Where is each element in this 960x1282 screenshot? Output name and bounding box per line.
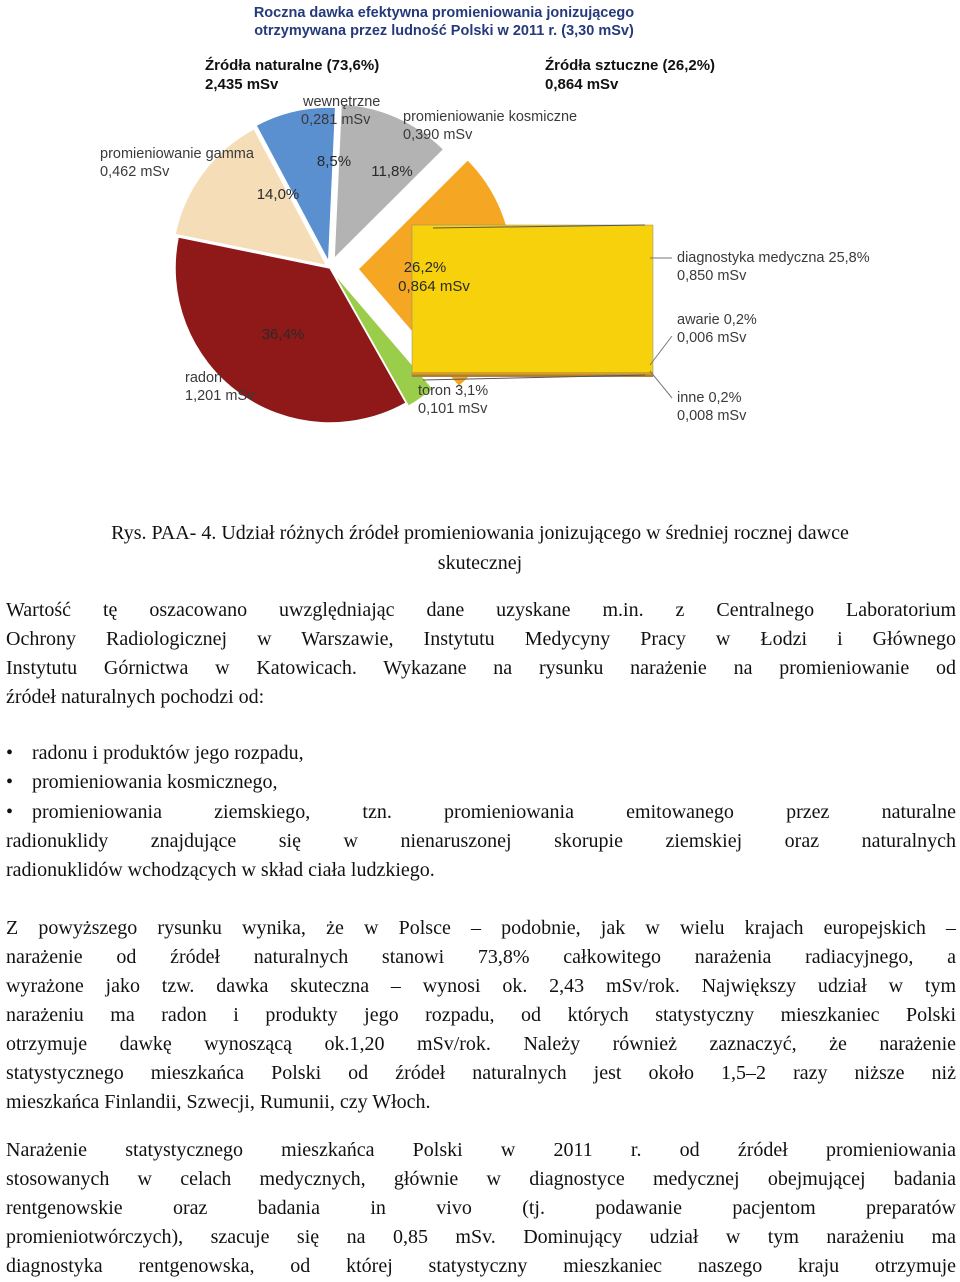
- para2-line: narażenie od źródeł naturalnych stanowi 73,8% całkowitego narażenia radiacyjnego, a: [6, 946, 956, 968]
- bullet-text: promieniowania ziemskiego, tzn. promieniowania emitowanego przez naturalne: [32, 801, 956, 823]
- slice-label-artificial-dose: 0,864 mSv: [398, 278, 470, 295]
- para1-line: źródeł naturalnych pochodzi od:: [6, 686, 265, 708]
- dose-pie-figure: [0, 0, 960, 470]
- bullet-symbol: •: [6, 771, 14, 793]
- slice-label-cosmic: 11,8%: [371, 163, 413, 180]
- label-thoron: toron 3,1%: [418, 383, 489, 399]
- bullet-text: promieniowania kosmicznego,: [32, 771, 278, 793]
- breakdown-accidents: [412, 373, 653, 375]
- label-radon-dose: 1,201 mSv: [185, 388, 255, 404]
- para3-line: promieniotwórczych), szacuje się na 0,85 mSv. Dominujący udział w tym narażeniu ma: [6, 1226, 956, 1248]
- bullet-item-terrestrial: [6, 798, 956, 827]
- pie-chart: [0, 0, 960, 470]
- leader-other: [650, 371, 672, 398]
- label-thoron-dose: 0,101 mSv: [418, 401, 488, 417]
- label-accidents-dose: 0,006 mSv: [677, 330, 747, 346]
- label-accidents: awarie 0,2%: [677, 312, 757, 328]
- chart-title-line2: otrzymywana przez ludność Polski w 2011 r. (3,30 mSv): [254, 23, 634, 39]
- label-other: inne 0,2%: [677, 390, 742, 406]
- natural-sources-header: Źródła naturalne (73,6%): [205, 57, 380, 74]
- label-other-dose: 0,008 mSv: [677, 408, 747, 424]
- breakdown-medical: [412, 225, 653, 373]
- chart-title-line1: Roczna dawka efektywna promieniowania jonizującego: [253, 5, 635, 21]
- bullet-cont-line: radionuklidów wchodzących w skład ciała ludzkiego.: [6, 859, 435, 881]
- paragraph-2: [6, 914, 956, 1117]
- leader-accidents: [650, 336, 672, 365]
- label-medical-dose: 0,850 mSv: [677, 268, 747, 284]
- label-medical: diagnostyka medyczna 25,8%: [677, 250, 870, 266]
- para2-line: narażeniu ma radon i produkty jego rozpadu, od których statystyczny mieszkaniec Polski: [6, 1004, 956, 1026]
- para2-line: Z powyższego rysunku wynika, że w Polsce – podobnie, jak w wielu krajach europejskich –: [6, 917, 956, 939]
- para3-line: rentgenowskie oraz badania in vivo (tj. podawanie pacjentom preparatów: [6, 1197, 956, 1219]
- slice-label-radon: 36,4%: [261, 326, 305, 343]
- para2-line: wyrażone jako tzw. dawka skuteczna – wynosi ok. 2,43 mSv/rok. Największy udział w tym: [6, 975, 956, 997]
- slice-label-artificial-pct: 26,2%: [403, 259, 447, 276]
- label-internal-dose: 0,281 mSv: [301, 112, 371, 128]
- paragraph-1: [6, 596, 956, 712]
- slice-label-internal: 8,5%: [316, 153, 352, 170]
- natural-sources-dose: 2,435 mSv: [205, 76, 279, 93]
- para2-line: otrzymuje dawkę wynoszącą ok.1,20 mSv/rok. Należy również zaznaczyć, że narażenie: [6, 1033, 956, 1055]
- bullet-item-cosmic: [6, 768, 956, 797]
- artificial-sources-dose: 0,864 mSv: [545, 76, 619, 93]
- paragraph-3: [6, 1136, 956, 1281]
- para3-line: stosowanych w celach medycznych, głównie w diagnostyce medycznej obejmującej badania: [6, 1168, 956, 1190]
- para3-line: diagnostyka rentgenowska, od której statystyczny mieszkaniec naszego kraju otrzymuje: [6, 1255, 956, 1277]
- label-cosmic: promieniowanie kosmiczne: [403, 109, 578, 125]
- para3-line: Narażenie statystycznego mieszkańca Polski w 2011 r. od źródeł promieniowania: [6, 1139, 956, 1161]
- bullet-symbol: •: [6, 742, 14, 764]
- para2-line: mieszkańca Finlandii, Szwecji, Rumunii, czy Włoch.: [6, 1091, 431, 1113]
- label-radon: radon: [185, 370, 223, 386]
- artificial-sources-header: Źródła sztuczne (26,2%): [545, 57, 716, 74]
- para2-line: statystycznego mieszkańca Polski od źródeł naturalnych jest około 1,5–2 razy niższe niż: [6, 1062, 956, 1084]
- label-internal: wewnętrzne: [303, 94, 381, 110]
- bullet-text: radonu i produktów jego rozpadu,: [32, 742, 304, 764]
- caption-prefix: Rys. PAA- 4.: [111, 522, 217, 544]
- para1-line: Instytutu Górnictwa w Katowicach. Wykazane na rysunku narażenie na promieniowanie od: [6, 657, 956, 679]
- bullet-symbol: •: [6, 801, 14, 823]
- para1-line: Ochrony Radiologicznej w Warszawie, Instytutu Medycyny Pracy w Łodzi i Głównego: [6, 628, 956, 650]
- bullet-continuation: [6, 827, 956, 885]
- caption-line1: Udział różnych źródeł promieniowania jonizującego w średniej rocznej dawce: [216, 522, 849, 544]
- label-cosmic-dose: 0,390 mSv: [403, 127, 473, 143]
- bullet-cont-line: radionuklidy znajdujące się w nienaruszonej skorupie ziemskiej oraz naturalnych: [6, 830, 956, 852]
- label-gamma: promieniowanie gamma: [100, 146, 254, 162]
- figure-caption-line2: skutecznej: [437, 552, 523, 574]
- label-gamma-dose: 0,462 mSv: [100, 164, 170, 180]
- para1-line: Wartość tę oszacowano uwzględniając dane uzyskane m.in. z Centralnego Laboratorium: [6, 599, 956, 621]
- figure-caption: [0, 519, 960, 548]
- bullet-item-radon: [6, 739, 956, 768]
- slice-label-gamma: 14,0%: [256, 186, 300, 203]
